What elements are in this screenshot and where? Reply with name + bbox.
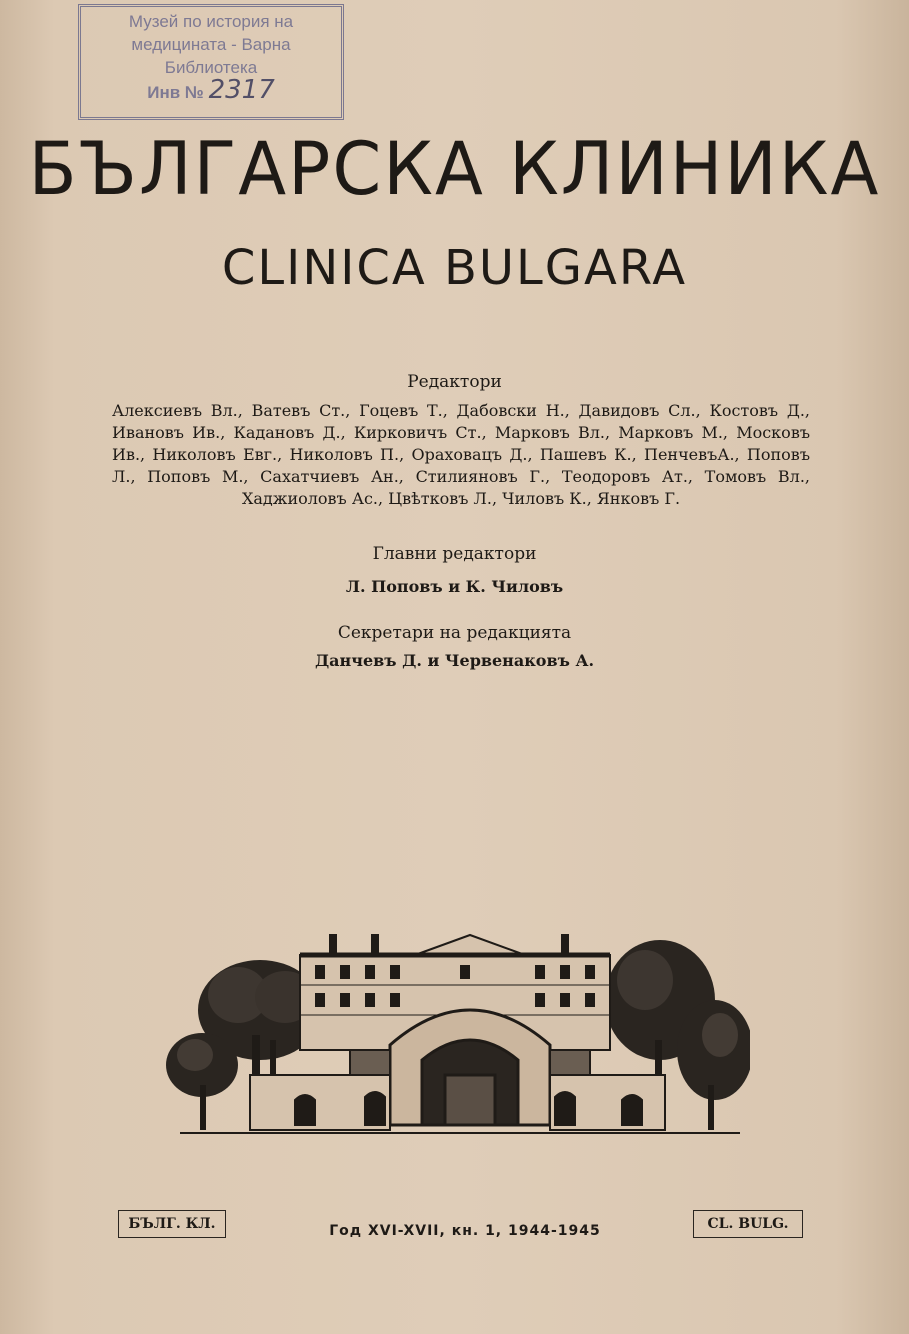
journal-title: БЪЛГАРСКА КЛИНИКА	[28, 125, 881, 213]
abbreviation-box-latin: CL. BULG.	[693, 1210, 803, 1238]
stamp-inv-number: 2317	[208, 75, 275, 105]
issue-year: Год XVI-XVII, кн. 1, 1944-1945	[329, 1223, 601, 1239]
stamp-line-2: медицината - Варна	[131, 35, 291, 54]
chief-editors: Л. Поповъ и К. Чиловъ	[345, 577, 564, 596]
hospital-building-illustration	[160, 925, 750, 1140]
stamp-inventory	[81, 75, 341, 105]
chief-editors-label: Главни редактори	[372, 544, 537, 564]
secretaries-label: Секретари на редакцията	[337, 623, 572, 643]
stamp-line-3: Библиотека	[164, 58, 258, 77]
editors-list: Алексиевъ Вл., Ватевъ Ст., Гоцевъ Т., Дабовски Н., Давидовъ Сл., Костовъ Д., Ивановъ Ив., Кадановъ Д., Кирковичъ Ст., Марковъ Вл., Марковъ М., Московъ Ив., Николовъ Евг., Николовъ П., Ораховацъ Д., Пашевъ К., ПенчевъА., Поповъ Л., Поповъ М., Сахатчиевъ Ан., Стилияновъ Г., Теодоровъ Ат., Томовъ Вл., Хаджиоловъ Ас., Цвѣтковъ Л., Чиловъ К., Янковъ Г.	[112, 401, 810, 508]
stamp-line-1: Музей по история на	[128, 12, 294, 31]
editors-label: Редактори	[407, 372, 502, 392]
abbreviation-box-bg: БЪЛГ. КЛ.	[118, 1210, 226, 1238]
secretaries: Данчевъ Д. и Червенаковъ А.	[314, 651, 595, 670]
library-stamp	[78, 4, 344, 120]
stamp-inv-label: Инв №	[147, 83, 204, 102]
gate	[390, 1010, 550, 1125]
journal-subtitle: CLINICA BULGARA	[221, 240, 688, 296]
